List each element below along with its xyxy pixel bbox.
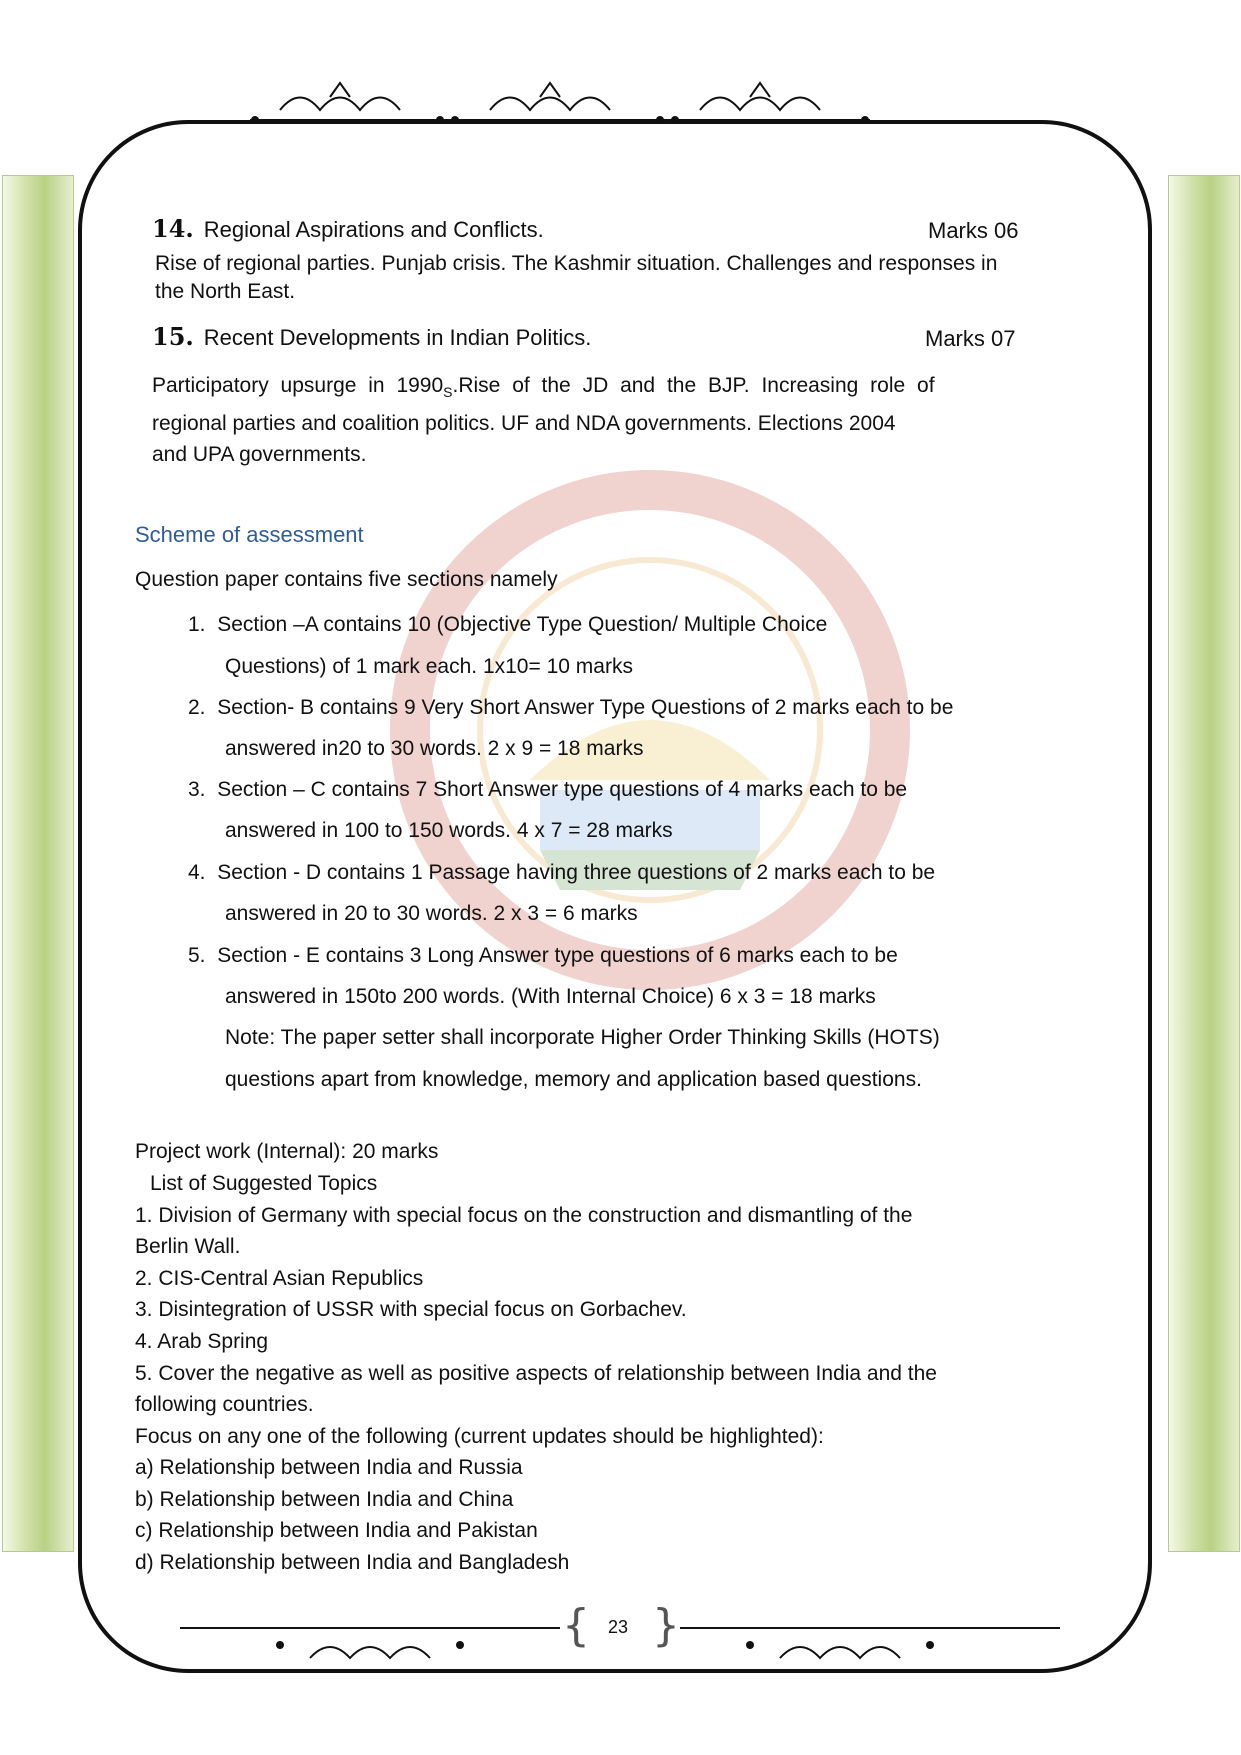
- project-heading: Project work (Internal): 20 marks: [135, 1140, 439, 1163]
- project-line: following countries.: [135, 1393, 314, 1416]
- assessment-intro: Question paper contains five sections namely: [135, 568, 558, 591]
- page-number-left-bracket: {: [562, 1600, 590, 1651]
- left-decorative-bar: [2, 175, 74, 1552]
- assessment-item-1: 1. Section –A contains 10 (Objective Type Question/ Multiple Choice: [188, 613, 828, 636]
- assessment-item-3: 3. Section – C contains 7 Short Answer type questions of 4 marks each to be: [188, 778, 908, 801]
- project-line: 1. Division of Germany with special focus on the construction and dismantling of the: [135, 1204, 913, 1227]
- unit-15-title: 15. Recent Developments in Indian Politics.: [152, 322, 592, 351]
- assessment-item-2-line2: answered in20 to 30 words. 2 x 9 = 18 marks: [225, 737, 644, 760]
- project-line: 2. CIS-Central Asian Republics: [135, 1267, 424, 1290]
- project-line: 4. Arab Spring: [135, 1330, 269, 1353]
- assessment-heading: Scheme of assessment: [135, 522, 364, 547]
- project-line: Focus on any one of the following (current updates should be highlighted):: [135, 1425, 824, 1448]
- assessment-note: Note: The paper setter shall incorporate Higher Order Thinking Skills (HOTS): [225, 1026, 940, 1049]
- unit-15-body-line3: and UPA governments.: [152, 443, 367, 466]
- assessment-note-line2: questions apart from knowledge, memory and application based questions.: [225, 1068, 922, 1091]
- project-line: Berlin Wall.: [135, 1235, 241, 1258]
- project-line: d) Relationship between India and Bangladesh: [135, 1551, 570, 1574]
- bottom-ornament-icon: [180, 1600, 1060, 1680]
- project-subheading: List of Suggested Topics: [150, 1172, 378, 1195]
- assessment-item-1-line2: Questions) of 1 mark each. 1x10= 10 marks: [225, 655, 633, 678]
- unit-14-title: 14. Regional Aspirations and Conflicts.: [152, 214, 544, 243]
- project-line: 3. Disintegration of USSR with special focus on Gorbachev.: [135, 1298, 687, 1321]
- unit-14-body-line2: the North East.: [155, 280, 296, 303]
- project-line: b) Relationship between India and China: [135, 1488, 514, 1511]
- assessment-item-3-line2: answered in 100 to 150 words. 4 x 7 = 28 marks: [225, 819, 673, 842]
- page-number: 23: [608, 1617, 629, 1637]
- right-decorative-bar: [1168, 175, 1240, 1552]
- project-line: a) Relationship between India and Russia: [135, 1456, 523, 1479]
- assessment-item-4: 4. Section - D contains 1 Passage having three questions of 2 marks each to be: [188, 861, 936, 884]
- unit-15-body-line2: regional parties and coalition politics. UF and NDA governments. Elections 2004: [152, 412, 896, 435]
- project-line: 5. Cover the negative as well as positive aspects of relationship between India and the: [135, 1362, 937, 1385]
- top-ornament-icon: [240, 75, 880, 135]
- assessment-item-5-line2: answered in 150to 200 words. (With Internal Choice) 6 x 3 = 18 marks: [225, 985, 876, 1008]
- assessment-item-4-line2: answered in 20 to 30 words. 2 x 3 = 6 marks: [225, 902, 638, 925]
- assessment-item-5: 5. Section - E contains 3 Long Answer type questions of 6 marks each to be: [188, 944, 898, 967]
- assessment-item-2: 2. Section- B contains 9 Very Short Answer Type Questions of 2 marks each to be: [188, 696, 954, 719]
- unit-15-marks: Marks 07: [925, 326, 1016, 351]
- page-number-right-bracket: }: [652, 1600, 680, 1651]
- unit-14-marks: Marks 06: [928, 218, 1019, 243]
- project-line: c) Relationship between India and Pakistan: [135, 1519, 538, 1542]
- unit-15-body-line1: Participatory upsurge in $1990_S.Rise$ of the JD and the BJP. Increasing role of: [152, 374, 935, 401]
- unit-14-body-line1: Rise of regional parties. Punjab crisis. The Kashmir situation. Challenges and responses in: [155, 252, 998, 275]
